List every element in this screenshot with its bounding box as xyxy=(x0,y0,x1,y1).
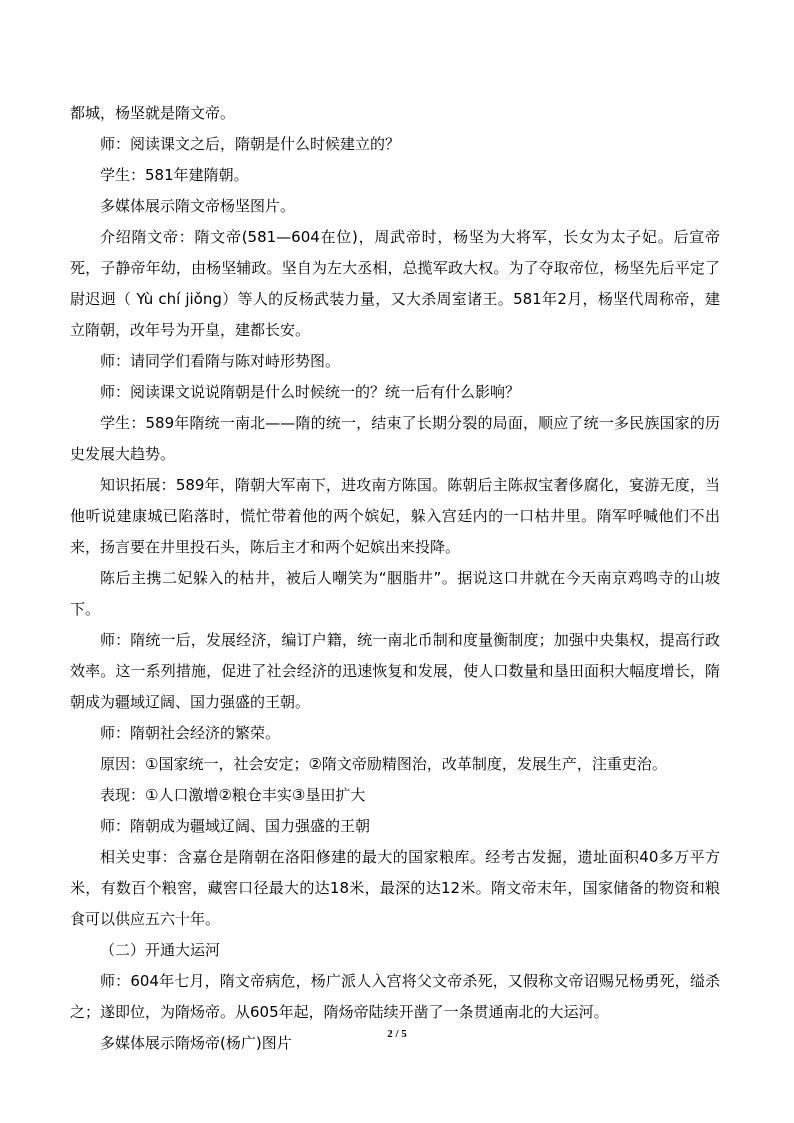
page-number: 2 / 5 xyxy=(387,1028,407,1040)
paragraph-rouge-well: 陈后主携二妃躲入的枯井，被后人嘲笑为“胭脂井”。据说这口井就在今天南京鸡鸣寺的山坡下。 xyxy=(70,569,720,618)
paragraph-multimedia-yangdi: 多媒体展示隋炀帝(杨广)图片 xyxy=(100,1034,292,1052)
paragraph-teacher-yangdi: 师：604年七月，隋文帝病危，杨广派人入宫将父文帝杀死，又假称文帝诏赐兄杨勇死，缢杀之；遂即位，为隋炀帝。从605年起，隋炀帝陆续开凿了一条贯通南北的大运河。 xyxy=(70,972,720,1021)
paragraph-continuation: 都城，杨坚就是隋文帝。 xyxy=(70,104,236,122)
document-body xyxy=(70,98,720,1059)
section-heading-grand-canal: （二）开通大运河 xyxy=(100,941,221,959)
paragraph-intro-wendi: 介绍隋文帝：隋文帝(581—604在位)，周武帝时，杨坚为大将军，长女为太子妃。后宣帝死，子静帝年幼，由杨坚辅政。坚自为左大丞相，总揽军政大权。为了夺取帝位，杨坚先后平定了尉迟迥（ Yù chí jiǒng）等人的反杨武装力量，又大杀周室诸王。581年2月，杨坚代周称帝，建立隋朝，改年号为开皇，建都长安。 xyxy=(70,228,720,339)
paragraph-manifestations: 表现：①人口激增②粮仓丰实③垦田扩大 xyxy=(100,786,366,804)
paragraph-teacher-powerful-dynasty: 师：隋朝成为疆域辽阔、国力强盛的王朝 xyxy=(100,817,371,835)
paragraph-knowledge-extension: 知识拓展：589年，隋朝大军南下，进攻南方陈国。陈朝后主陈叔宝奢侈腐化，宴游无度，当他听说建康城已陷落时，慌忙带着他的两个嫔妃，躲入宫廷内的一口枯井里。隋军呼喊他们不出来，扬言要在井里投石头，陈后主才和两个妃嫔出来投降。 xyxy=(70,476,720,556)
paragraph-teacher-question-founding: 师：阅读课文之后，隋朝是什么时候建立的？ xyxy=(100,135,401,153)
paragraph-teacher-prosperity: 师：隋朝社会经济的繁荣。 xyxy=(100,724,281,742)
paragraph-reasons: 原因：①国家统一，社会安定；②隋文帝励精图治，改革制度，发展生产，注重吏治。 xyxy=(100,755,667,773)
paragraph-student-answer-founding: 学生：581年建隋朝。 xyxy=(100,166,249,184)
paragraph-multimedia-wendi: 多媒体展示隋文帝杨坚图片。 xyxy=(100,197,296,215)
paragraph-teacher-question-unification: 师：阅读课文说说隋朝是什么时候统一的？统一后有什么影响？ xyxy=(100,383,521,401)
paragraph-student-answer-unification: 学生：589年隋统一南北——隋的统一，结束了长期分裂的局面，顺应了统一多民族国家的历史发展大趋势。 xyxy=(70,414,720,463)
paragraph-teacher-economy: 师：隋统一后，发展经济，编订户籍，统一南北币制和度量衡制度；加强中央集权，提高行政效率。这一系列措施，促进了社会经济的迅速恢复和发展，使人口数量和垦田面积大幅度增长，隋朝成为疆域辽阔、国力强盛的王朝。 xyxy=(70,631,720,711)
paragraph-teacher-map: 师：请同学们看隋与陈对峙形势图。 xyxy=(100,352,341,370)
paragraph-related-history: 相关史事：含嘉仓是隋朝在洛阳修建的最大的国家粮库。经考古发掘，遗址面积40多万平方米，有数百个粮窖，藏窖口径最大的达18米，最深的达12米。隋文帝末年，国家储备的物资和粮食可以供应五六十年。 xyxy=(70,848,720,928)
